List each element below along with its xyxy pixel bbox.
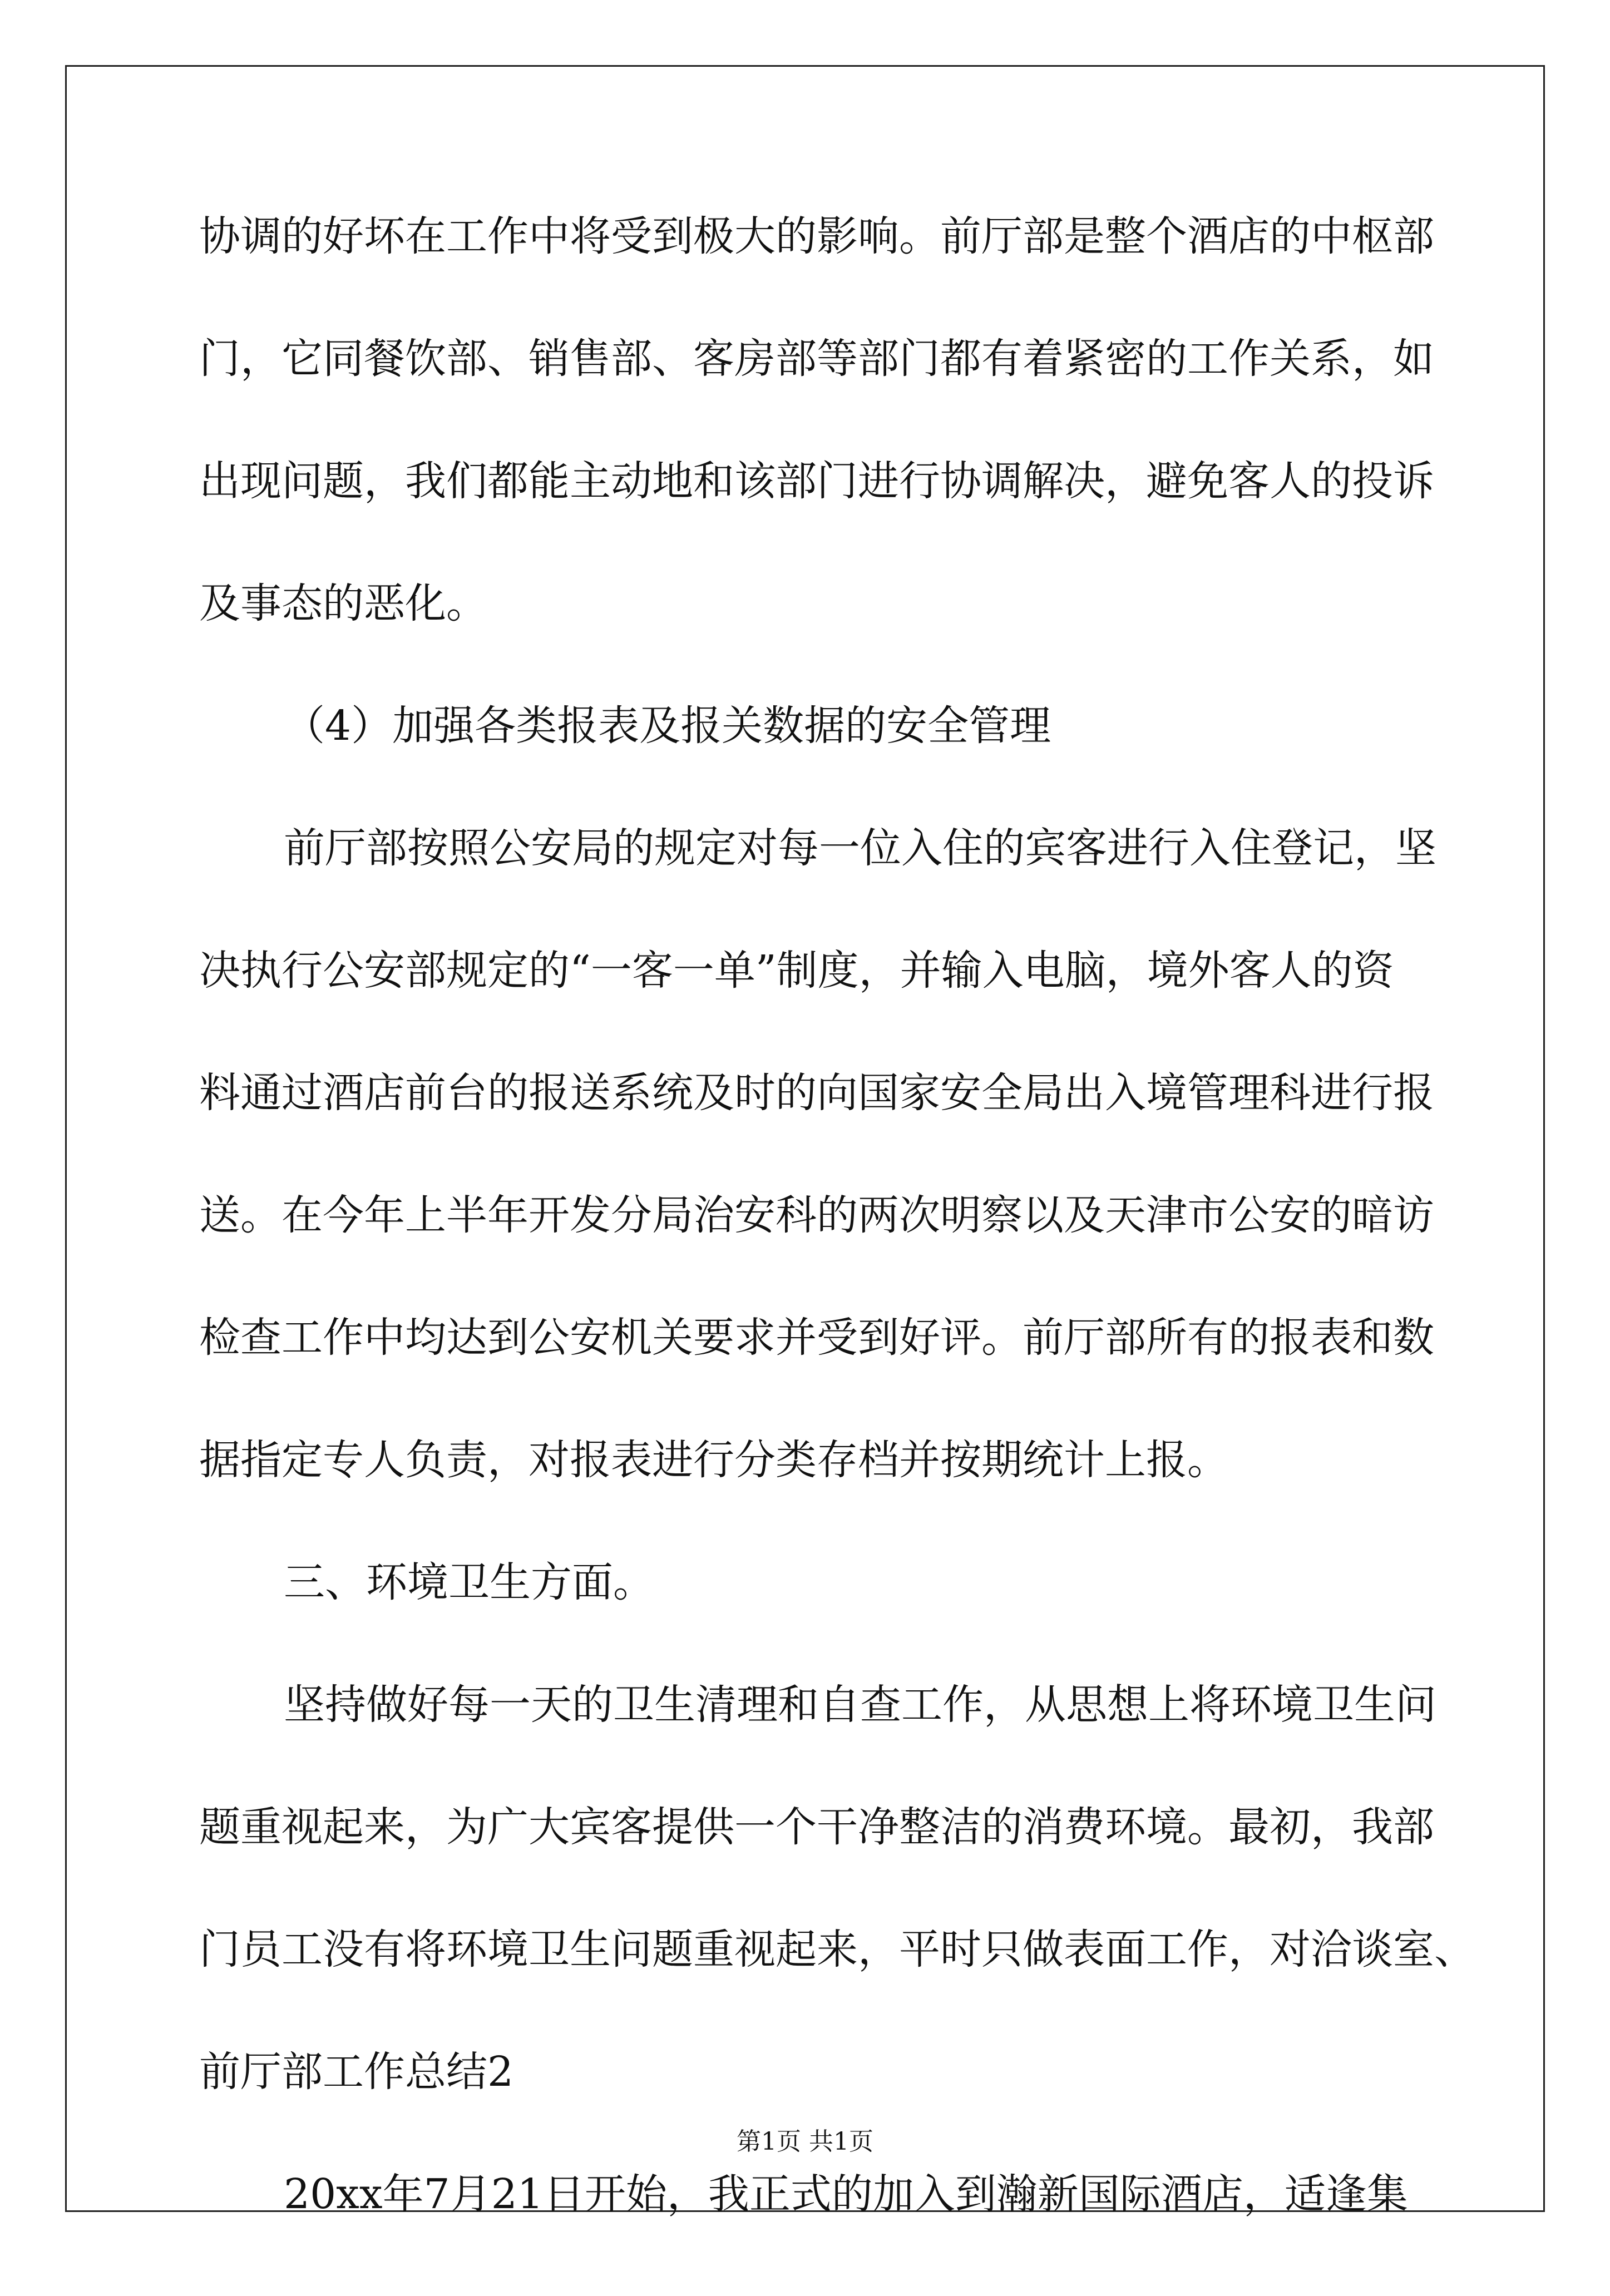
text-line-3: 出现问题，我们都能主动地和该部门进行协调解决，避免客人的投诉 <box>199 457 1434 505</box>
section-heading-3: 三、环境卫生方面。 <box>284 1558 654 1606</box>
text-line-2: 门，它同餐饮部、销售部、客房部等部门都有着紧密的工作关系，如 <box>199 335 1434 383</box>
text-line-11: 据指定专人负责，对报表进行分类存档并按期统计上报。 <box>199 1436 1228 1484</box>
text-line-13: 坚持做好每一天的卫生清理和自查工作，从思想上将环境卫生问 <box>284 1681 1436 1729</box>
section-heading-4: （4）加强各类报表及报关数据的安全管理 <box>284 702 1051 750</box>
text-line-6: 前厅部按照公安局的规定对每一位入住的宾客进行入住登记，坚 <box>284 824 1436 872</box>
text-line-4: 及事态的恶化。 <box>199 580 487 627</box>
document-title-2: 前厅部工作总结2 <box>199 2048 514 2096</box>
text-line-14: 题重视起来，为广大宾客提供一个干净整洁的消费环境。最初，我部 <box>199 1803 1434 1851</box>
text-line-8: 料通过酒店前台的报送系统及时的向国家安全局出入境管理科进行报 <box>199 1069 1434 1117</box>
text-line-17: 20xx年7月21日开始，我正式的加入到瀚新国际酒店，适逢集 <box>284 2170 1408 2218</box>
document-body <box>199 212 1475 2296</box>
page-footer: 第1页 共1页 <box>737 2127 873 2156</box>
text-line-1: 协调的好坏在工作中将受到极大的影响。前厅部是整个酒店的中枢部 <box>199 212 1434 260</box>
text-line-15: 门员工没有将环境卫生问题重视起来，平时只做表面工作，对洽谈室、 <box>199 1926 1475 1973</box>
text-line-9: 送。在今年上半年开发分局治安科的两次明察以及天津市公安的暗访 <box>199 1191 1434 1239</box>
text-line-10: 检查工作中均达到公安机关要求并受到好评。前厅部所有的报表和数 <box>199 1314 1434 1362</box>
text-line-7: 决执行公安部规定的“一客一单”制度，并输入电脑，境外客人的资 <box>199 947 1394 994</box>
